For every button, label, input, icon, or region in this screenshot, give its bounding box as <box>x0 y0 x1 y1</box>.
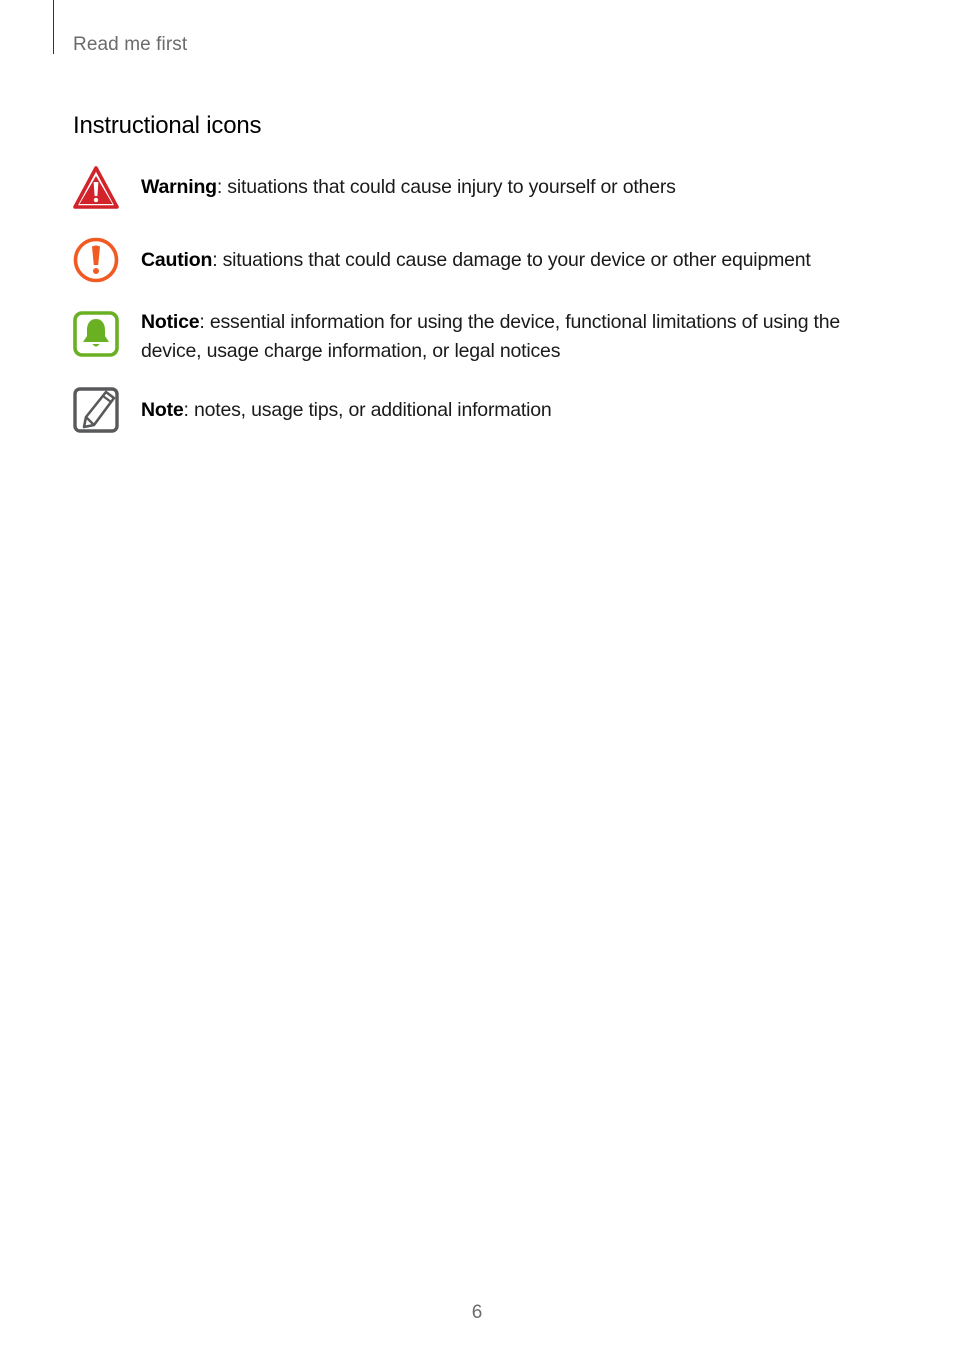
header-rule <box>53 0 54 54</box>
caution-description: : situations that could cause damage to your device or other equipment <box>212 249 811 271</box>
caution-text <box>141 246 881 275</box>
notice-text <box>141 308 881 366</box>
note-text <box>141 396 881 425</box>
warning-term: Warning <box>141 176 217 198</box>
note-pencil-icon <box>73 387 119 433</box>
warning-icon <box>73 165 119 211</box>
caution-icon <box>73 237 119 283</box>
notice-bell-icon <box>73 311 119 357</box>
notice-term: Notice <box>141 311 200 333</box>
section-title: Instructional icons <box>73 112 262 139</box>
warning-text <box>141 173 881 202</box>
running-header: Read me first <box>73 34 188 55</box>
caution-term: Caution <box>141 249 213 271</box>
page-number: 6 <box>471 1302 483 1323</box>
notice-description: : essential information for using the device, functional limitations of using the device, usage charge information, or legal notices <box>141 311 841 362</box>
warning-description: : situations that could cause injury to yourself or others <box>216 176 676 198</box>
note-term: Note <box>141 399 184 421</box>
note-description: : notes, usage tips, or additional information <box>183 399 552 421</box>
